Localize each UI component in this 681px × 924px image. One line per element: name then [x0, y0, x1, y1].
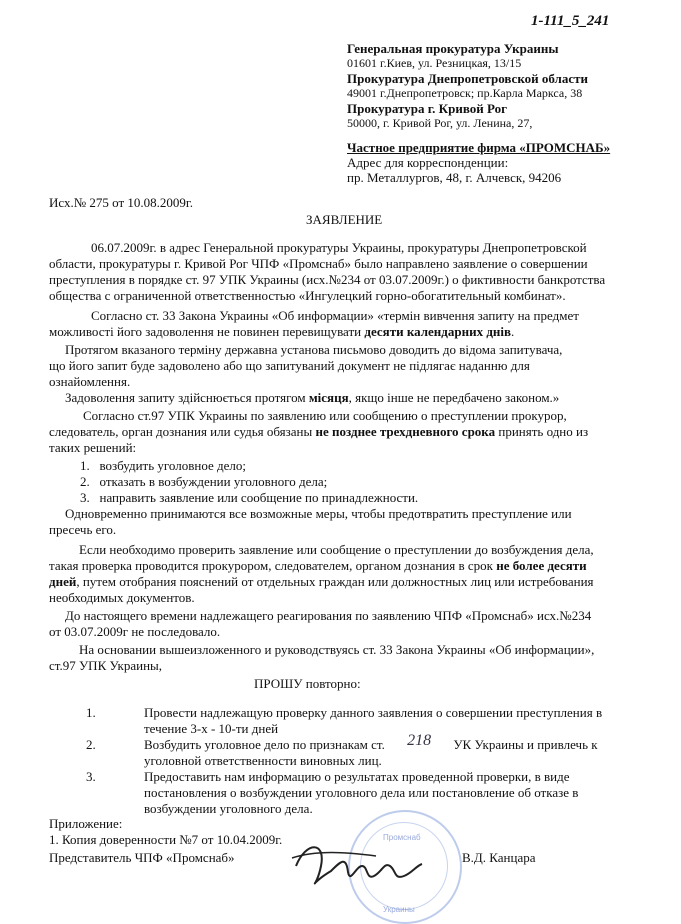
- request-2-number: 2.: [86, 737, 96, 752]
- decision-number: 3.: [80, 490, 90, 505]
- p5-line-1: Согласно ст.97 УПК Украины по заявлению или сообщению о преступлении прокурор,: [83, 408, 567, 423]
- p4-text: Задоволення запиту здійснюється протягом: [65, 390, 309, 405]
- decision-text: отказать в возбуждении уголовного дела;: [99, 474, 328, 489]
- decision-item-2: [80, 474, 327, 489]
- decision-text: направить заявление или сообщение по принадлежности.: [99, 490, 419, 505]
- p3-line-2: що його запит буде задоволено або що запитуваний документ не підлягає наданню для: [49, 358, 530, 373]
- outgoing-number: Исх.№ 275 от 10.08.2009г.: [49, 195, 194, 210]
- document-id: 1-111_5_241: [531, 13, 610, 29]
- addressee-2-name: Прокуратура Днепропетровской области: [347, 71, 588, 86]
- addressee-2-address: 49001 г.Днепропетровск; пр.Карла Маркса, 38: [347, 86, 583, 100]
- stamp-text: Промснаб: [383, 833, 421, 842]
- p2-emphasis: десяти календарних днів: [364, 324, 512, 339]
- p1-line-1: 06.07.2009г. в адрес Генеральной прокуратуры Украины, прокуратуры Днепропетровской: [91, 240, 587, 255]
- addressee-1: [347, 41, 559, 71]
- request-1-number: 1.: [86, 705, 96, 720]
- p7-text-2: , путем отобрания пояснений от отдельных граждан или должностных лиц или истребования: [76, 574, 594, 589]
- p5-line-2: [49, 424, 588, 439]
- p8-line-2: от 03.07.2009г не последовало.: [49, 624, 221, 639]
- p1-line-4: общества с ограниченной ответственностью «Ингулецкий горно-обогатительный комбинат».: [49, 288, 566, 303]
- p3-line-3: ознайомлення.: [49, 374, 131, 389]
- decision-number: 2.: [80, 474, 90, 489]
- addressee-3: [347, 101, 532, 131]
- sender-address: пр. Металлургов, 48, г. Алчевск, 94206: [347, 170, 562, 185]
- p7-emphasis-2: дней: [49, 574, 77, 589]
- p2-end: .: [511, 324, 515, 339]
- sender-address-label: Адрес для корреспонденции:: [347, 155, 509, 170]
- p4-end: , якщо інше не передбачено законом.»: [348, 390, 560, 405]
- addressee-3-name: Прокуратура г. Кривой Рог: [347, 101, 508, 116]
- request-1-line-1: Провести надлежащую проверку данного заявления о совершении преступления в: [144, 705, 603, 720]
- p3-line-1: Протягом вказаного терміну державна установа письмово доводить до відома запитувача,: [65, 342, 563, 357]
- p5-text: следователь, орган дознания или судья обязаны: [49, 424, 316, 439]
- p2-line-1: Согласно ст. 33 Закона Украины «Об информации» «термін вивчення запиту на предмет: [91, 308, 579, 323]
- request-heading: ПРОШУ повторно:: [254, 676, 361, 691]
- p7-emphasis: не более десяти: [496, 558, 587, 573]
- decision-text: возбудить уголовное дело;: [99, 458, 246, 473]
- request-3-line-3: возбуждении уголовного дела.: [144, 801, 313, 816]
- document-title: ЗАЯВЛЕНИЕ: [306, 212, 383, 227]
- request-2-text: Возбудить уголовное дело по признакам ст.: [144, 737, 385, 752]
- appendix-label: Приложение:: [49, 816, 123, 831]
- p1-line-2: области, прокуратуры г. Кривой Рог ЧПФ «Промснаб» было направлено заявление о совершении: [49, 256, 588, 271]
- request-1-line-2: течение 3-х - 10-ти дней: [144, 721, 279, 736]
- p9-line-1: На основании вышеизложенного и руководствуясь ст. 33 Закона Украины «Об информации»,: [79, 642, 595, 657]
- decision-item-3: [80, 490, 418, 505]
- p6-line-1: Одновременно принимаются все возможные меры, чтобы предотвратить преступление или: [65, 506, 572, 521]
- p7-line-2: [49, 558, 587, 573]
- p5-line-3: таких решений:: [49, 440, 137, 455]
- addressee-1-name: Генеральная прокуратура Украины: [347, 41, 559, 56]
- addressee-2: [347, 71, 588, 101]
- decision-number: 1.: [80, 458, 90, 473]
- p7-text: такая проверка проводится прокурором, следователем, органом дознания в срок: [49, 558, 497, 573]
- handwritten-article-number: 218: [407, 732, 432, 749]
- p5-end: принять одно из: [495, 424, 589, 439]
- request-3-line-1: Предоставить нам информацию о результатах проведенной проверки, в виде: [144, 769, 570, 784]
- signer-role: Представитель ЧПФ «Промснаб»: [49, 850, 235, 865]
- p4-emphasis: місяця: [308, 390, 349, 405]
- request-2-line-2: уголовной ответственности виновных лиц.: [144, 753, 382, 768]
- p2-text: можливості його задоволення не повинен перевищувати: [49, 324, 365, 339]
- p7-line-4: необходимых документов.: [49, 590, 195, 605]
- signature-icon: [286, 836, 426, 892]
- request-2-text-end: УК Украины и привлечь к: [453, 737, 598, 752]
- signer-name: В.Д. Канцара: [462, 850, 536, 865]
- request-3-line-2: постановления о возбуждении уголовного дела или постановление об отказе в: [144, 785, 579, 800]
- decision-item-1: [80, 458, 246, 473]
- appendix-item: 1. Копия доверенности №7 от 10.04.2009г.: [49, 832, 283, 847]
- p2-line-2: [49, 324, 514, 339]
- stamp-bottom-text: Украины: [383, 905, 415, 914]
- p8-line-1: До настоящего времени надлежащего реагирования по заявлению ЧПФ «Промснаб» исх.№234: [65, 608, 592, 623]
- request-3-number: 3.: [86, 769, 96, 784]
- request-2-line-1: [144, 732, 598, 752]
- sender-block: [347, 140, 610, 185]
- addressee-1-address: 01601 г.Киев, ул. Резницкая, 13/15: [347, 56, 522, 70]
- p6-line-2: пресечь его.: [49, 522, 117, 537]
- p7-line-1: Если необходимо проверить заявление или сообщение о преступлении до возбуждения дела,: [79, 542, 594, 557]
- p1-line-3: преступления в порядке ст. 97 УПК Украины (исх.№234 от 03.07.2009г.) о фиктивности банкротства: [49, 272, 606, 287]
- p9-line-2: ст.97 УПК Украины,: [49, 658, 163, 673]
- sender-name: Частное предприятие фирма «ПРОМСНАБ»: [347, 140, 611, 155]
- p7-line-3: [49, 574, 594, 589]
- addressee-3-address: 50000, г. Кривой Рог, ул. Ленина, 27,: [347, 116, 533, 130]
- p4-line: [65, 390, 559, 405]
- p5-emphasis: не позднее трехдневного срока: [315, 424, 496, 439]
